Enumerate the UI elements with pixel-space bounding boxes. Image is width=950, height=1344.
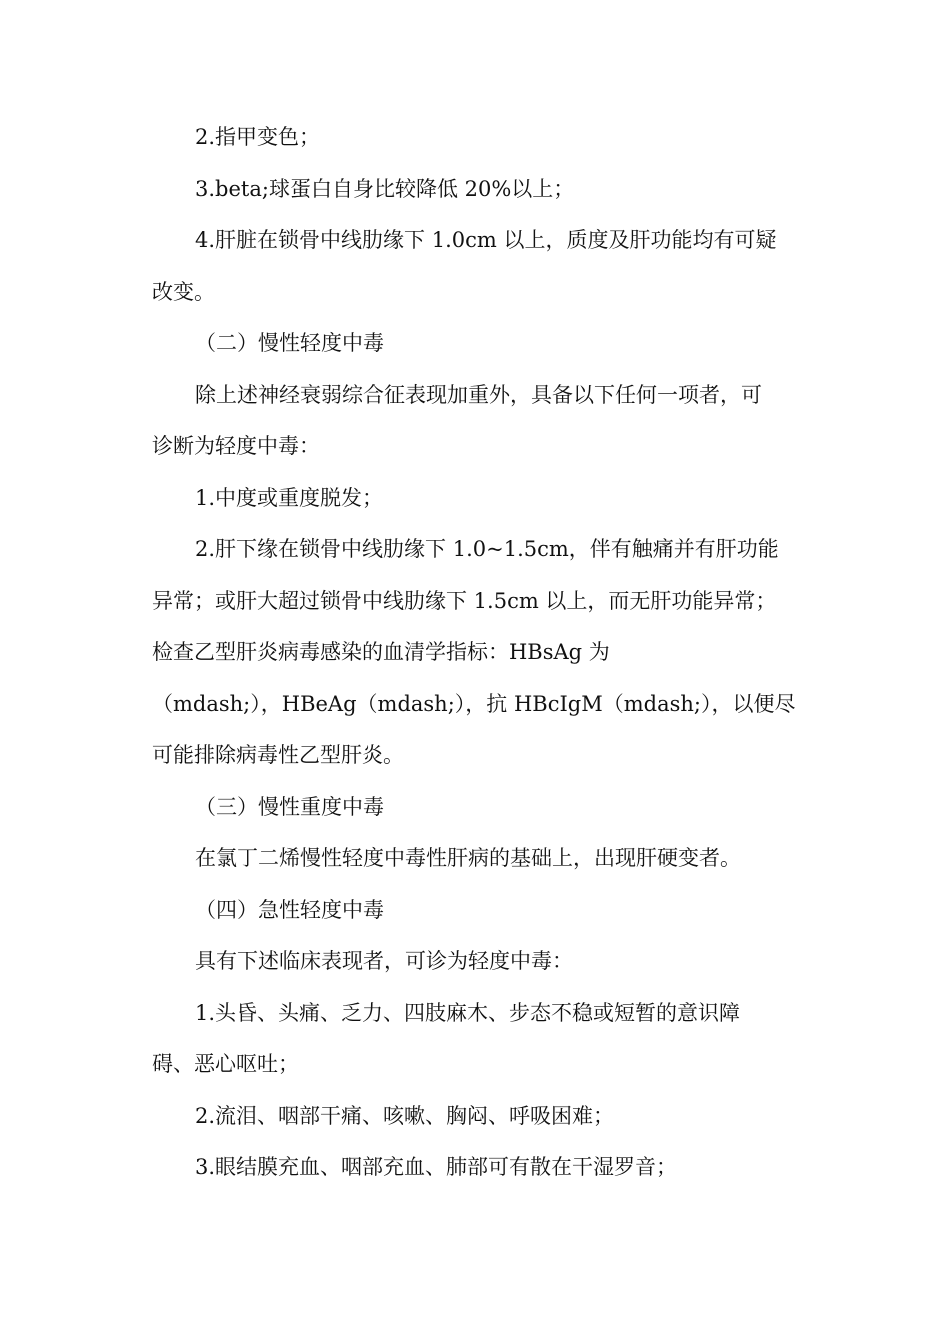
text-line: 检查乙型肝炎病毒感染的血清学指标：HBsAg 为 <box>152 640 610 664</box>
text-line: 1.中度或重度脱发； <box>195 485 384 510</box>
text-line: 除上述神经衰弱综合征表现加重外，具备以下任何一项者，可 <box>195 382 762 407</box>
text-line: 碍、恶心呕吐； <box>152 1052 299 1076</box>
text-line: 3.眼结膜充血、咽部充血、肺部可有散在干湿罗音； <box>195 1155 678 1179</box>
text-line: 2.流泪、咽部干痛、咳嗽、胸闷、呼吸困难； <box>195 1103 615 1128</box>
text-line: 3.beta;球蛋白自身比较降低 20%以上； <box>195 176 575 201</box>
text-line: 在氯丁二烯慢性轻度中毒性肝病的基础上，出现肝硬变者。 <box>195 846 741 870</box>
text-line: 可能排除病毒性乙型肝炎。 <box>152 743 404 767</box>
text-line: （二）慢性轻度中毒 <box>195 331 384 355</box>
text-line: 2.指甲变色； <box>195 125 321 149</box>
text-line: 改变。 <box>152 279 215 304</box>
text-line: 异常；或肝大超过锁骨中线肋缘下 1.5cm 以上，而无肝功能异常； <box>152 588 777 613</box>
text-line: （mdash;），HBeAg（mdash;），抗 HBcIgM（mdash;），以便尽 <box>152 691 796 716</box>
text-line: （四）急性轻度中毒 <box>195 897 384 922</box>
text-line: 2.肝下缘在锁骨中线肋缘下 1.0~1.5cm，伴有触痛并有肝功能 <box>195 537 779 561</box>
text-line: 具有下述临床表现者，可诊为轻度中毒： <box>195 949 573 973</box>
document-body <box>152 112 802 1194</box>
text-line: 4.肝脏在锁骨中线肋缘下 1.0cm 以上，质度及肝功能均有可疑 <box>195 228 777 252</box>
text-line: 诊断为轻度中毒： <box>152 434 320 458</box>
text-line: （三）慢性重度中毒 <box>195 794 384 819</box>
text-line: 1.头昏、头痛、乏力、四肢麻木、步态不稳或短暂的意识障 <box>195 1000 741 1025</box>
